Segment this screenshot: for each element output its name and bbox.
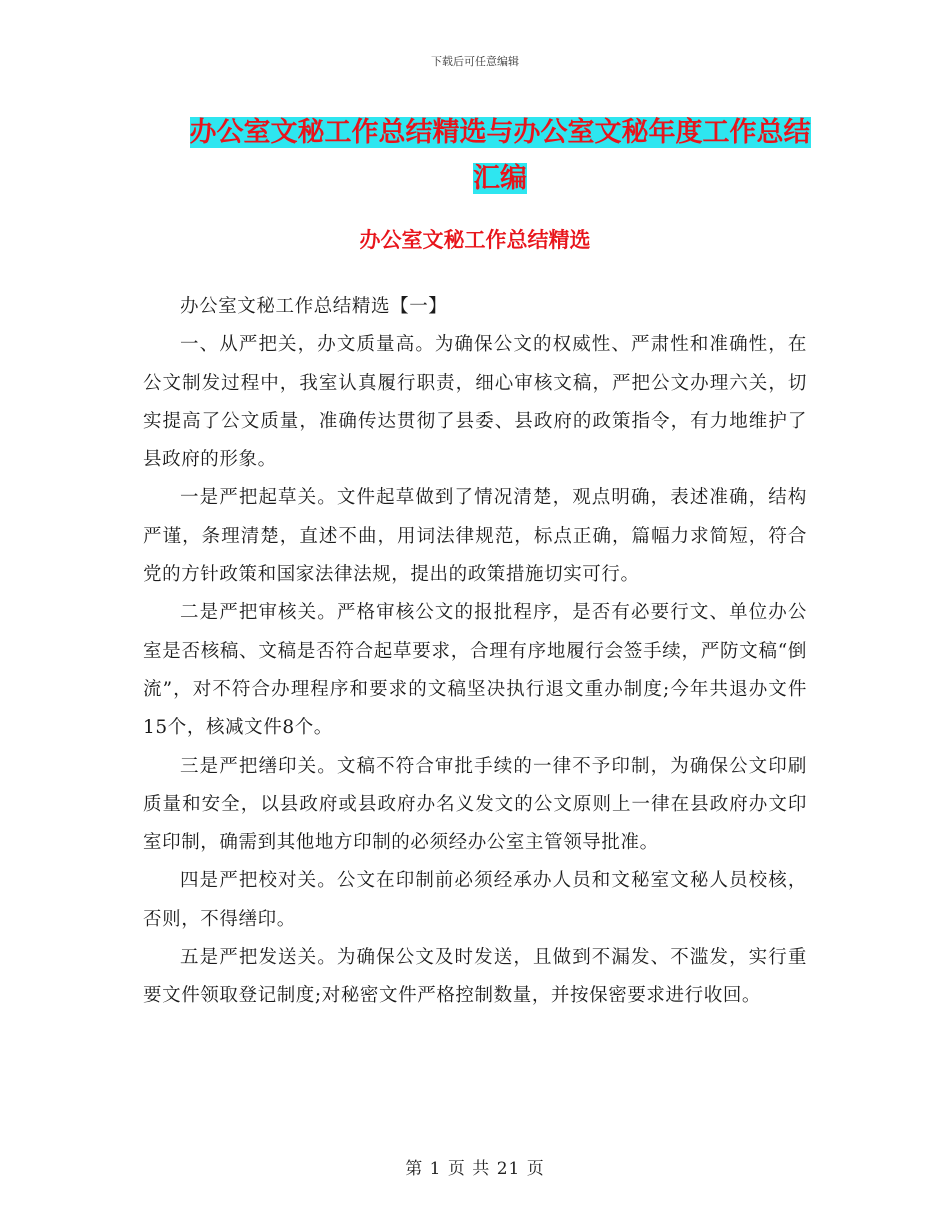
paragraph: 一是严把起草关。文件起草做到了情况清楚，观点明确，表述准确，结构严谨，条理清楚，直述不曲，用词法律规范，标点正确，篇幅力求简短，符合党的方针政策和国家法律法规，提出的政策措施切实可行。 bbox=[143, 487, 807, 586]
section-title: 办公室文秘工作总结精选 bbox=[359, 228, 591, 252]
paragraph: 二是严把审核关。严格审核公文的报批程序，是否有必要行文、单位办公室是否核稿、文稿是否符合起草要求，合理有序地履行会签手续，严防文稿“倒流”，对不符合办理程序和要求的文稿坚决执行退文重办制度;今年共退办文件15个，核减文件8个。 bbox=[143, 602, 807, 739]
body-text bbox=[143, 288, 807, 1016]
document-title-line-2: 汇编 bbox=[473, 163, 527, 194]
paragraph: 四是严把校对关。公文在印制前必须经承办人员和文秘室文秘人员校核，否则，不得缮印。 bbox=[143, 870, 807, 930]
document-title-line-1: 办公室文秘工作总结精选与办公室文秘年度工作总结 bbox=[189, 117, 811, 148]
paragraph: 三是严把缮印关。文稿不符合审批手续的一律不予印制，为确保公文印刷质量和安全，以县政府或县政府办名义发文的公文原则上一律在县政府办文印室印制，确需到其他地方印制的必须经办公室主管领导批准。 bbox=[143, 755, 807, 854]
paragraph-subheading: 办公室文秘工作总结精选【一】 bbox=[180, 296, 448, 317]
page-number-footer: 第 1 页 共 21 页 bbox=[405, 1159, 545, 1179]
document-title bbox=[140, 110, 860, 202]
paragraph: 一、从严把关，办文质量高。为确保公文的权威性、严肃性和准确性，在公文制发过程中，我室认真履行职责，细心审核文稿，严把公文办理六关，切实提高了公文质量，准确传达贯彻了县委、县政府的政策指令，有力地维护了县政府的形象。 bbox=[143, 334, 807, 471]
paragraph: 五是严把发送关。为确保公文及时发送，且做到不漏发、不滥发，实行重要文件领取登记制度;对秘密文件严格控制数量，并按保密要求进行收回。 bbox=[143, 947, 807, 1007]
page-header-note: 下载后可任意编辑 bbox=[431, 55, 519, 68]
